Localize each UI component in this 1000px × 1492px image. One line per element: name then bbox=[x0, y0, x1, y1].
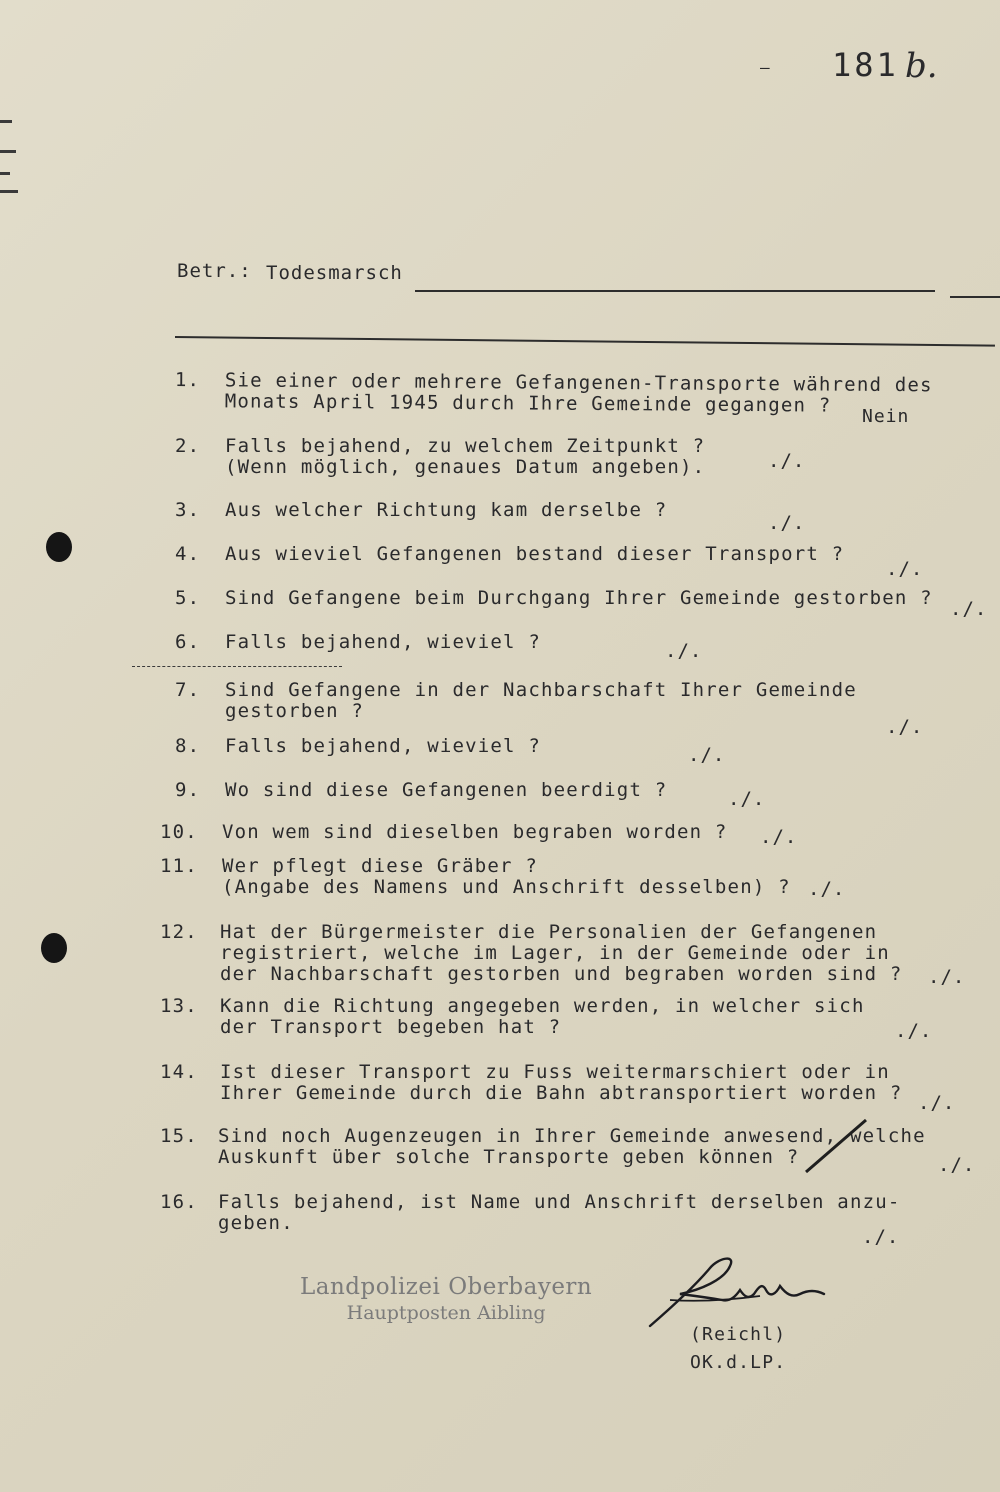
question-line: der Transport begeben hat ? bbox=[220, 1016, 562, 1038]
question-number: 6. bbox=[175, 631, 201, 653]
question-line: gestorben ? bbox=[225, 700, 365, 722]
question-line: Sind Gefangene beim Durchgang Ihrer Gemeinde gestorben ? bbox=[225, 587, 933, 609]
answer-16: ./. bbox=[862, 1226, 900, 1248]
question-line: registriert, welche im Lager, in der Gemeinde oder in bbox=[220, 942, 890, 964]
question-number: 14. bbox=[160, 1061, 198, 1083]
question-line: Sind noch Augenzeugen in Ihrer Gemeinde anwesend, welche bbox=[218, 1125, 926, 1147]
question-line: Aus welcher Richtung kam derselbe ? bbox=[225, 499, 668, 521]
answer-15: ./. bbox=[938, 1154, 976, 1176]
answer-14: ./. bbox=[918, 1092, 956, 1114]
question-number: 4. bbox=[175, 543, 201, 565]
answer-6: ./. bbox=[665, 640, 703, 662]
signer-name: (Reichl) bbox=[690, 1324, 787, 1345]
question-line: Sind Gefangene in der Nachbarschaft Ihrer Gemeinde bbox=[225, 679, 857, 701]
stamp-line-1: Landpolizei Oberbayern bbox=[300, 1274, 593, 1300]
signer-rank: OK.d.LP. bbox=[690, 1352, 787, 1373]
question-line: Falls bejahend, zu welchem Zeitpunkt ? bbox=[225, 435, 706, 457]
question-number: 12. bbox=[160, 921, 198, 943]
question-text bbox=[220, 996, 865, 1038]
question-text bbox=[225, 780, 667, 801]
question-line: Von wem sind dieselben begraben worden ? bbox=[222, 821, 728, 843]
question-line: Monats April 1945 durch Ihre Gemeinde gegangen ? bbox=[224, 390, 832, 417]
question-number: 7. bbox=[175, 679, 201, 701]
question-line: Auskunft über solche Transporte geben können ? bbox=[218, 1146, 800, 1168]
question-number: 16. bbox=[160, 1191, 198, 1213]
question-text bbox=[225, 500, 667, 521]
police-stamp bbox=[300, 1274, 592, 1324]
subject-label: Betr.: bbox=[177, 260, 252, 282]
question-text bbox=[225, 370, 933, 417]
question-text bbox=[225, 588, 933, 609]
question-text bbox=[225, 544, 844, 565]
question-text bbox=[218, 1192, 901, 1234]
question-line: geben. bbox=[218, 1212, 294, 1234]
answer-7: ./. bbox=[886, 716, 924, 738]
question-line: Kann die Richtung angegeben werden, in welcher sich bbox=[220, 995, 865, 1017]
question-number: 2. bbox=[175, 435, 201, 457]
section-divider bbox=[132, 666, 342, 667]
question-text bbox=[222, 822, 728, 843]
subject-value: Todesmarsch bbox=[266, 262, 403, 284]
question-number: 3. bbox=[175, 499, 201, 521]
question-text bbox=[222, 856, 791, 898]
question-text bbox=[225, 680, 857, 722]
corner-mark: – bbox=[760, 58, 770, 77]
question-line: Hat der Bürgermeister die Personalien der Gefangenen bbox=[220, 921, 878, 943]
question-line: Wer pflegt diese Gräber ? bbox=[222, 855, 538, 877]
question-line: der Nachbarschaft gestorben und begraben worden sind ? bbox=[220, 963, 903, 985]
stamp-line-2: Hauptposten Aibling bbox=[346, 1302, 546, 1324]
question-line: Falls bejahend, wieviel ? bbox=[225, 735, 541, 757]
answer-5: ./. bbox=[950, 598, 988, 620]
question-line: Sie einer oder mehrere Gefangenen-Transporte während des bbox=[224, 369, 933, 397]
answer-3: ./. bbox=[768, 512, 806, 534]
question-line: Wo sind diese Gefangenen beerdigt ? bbox=[225, 779, 668, 801]
question-number: 10. bbox=[160, 821, 198, 843]
question-number: 5. bbox=[175, 587, 201, 609]
answer-8: ./. bbox=[688, 744, 726, 766]
answer-2: ./. bbox=[768, 450, 806, 472]
strike-through-mark bbox=[800, 1116, 870, 1176]
question-line: Ist dieser Transport zu Fuss weitermarschiert oder in bbox=[220, 1061, 890, 1083]
answer-10: ./. bbox=[760, 826, 798, 848]
question-line: Falls bejahend, wieviel ? bbox=[225, 631, 541, 653]
question-line: Aus wieviel Gefangenen bestand dieser Transport ? bbox=[225, 543, 845, 565]
question-number: 8. bbox=[175, 735, 201, 757]
page-number: 181 bbox=[832, 46, 899, 84]
answer-9: ./. bbox=[728, 788, 766, 810]
question-number: 15. bbox=[160, 1125, 198, 1147]
question-number: 1. bbox=[174, 369, 201, 392]
question-number: 11. bbox=[160, 855, 198, 877]
answer-13: ./. bbox=[895, 1020, 933, 1042]
question-number: 9. bbox=[175, 779, 201, 801]
answer-12: ./. bbox=[928, 966, 966, 988]
question-text bbox=[225, 736, 541, 757]
question-text bbox=[220, 1062, 903, 1104]
question-text bbox=[225, 436, 705, 478]
answer-1: Nein bbox=[862, 406, 910, 427]
answer-11: ./. bbox=[808, 878, 846, 900]
question-line: Falls bejahend, ist Name und Anschrift derselben anzu- bbox=[218, 1191, 901, 1213]
question-text bbox=[220, 922, 903, 985]
question-number: 13. bbox=[160, 995, 198, 1017]
question-line: Ihrer Gemeinde durch die Bahn abtransportiert worden ? bbox=[220, 1082, 903, 1104]
answer-4: ./. bbox=[886, 558, 924, 580]
question-line: (Wenn möglich, genaues Datum angeben). bbox=[225, 456, 706, 478]
question-line: (Angabe des Namens und Anschrift desselben) ? bbox=[222, 876, 791, 898]
page-mark: b. bbox=[905, 46, 938, 86]
question-text bbox=[225, 632, 541, 653]
handwritten-signature bbox=[640, 1250, 830, 1330]
